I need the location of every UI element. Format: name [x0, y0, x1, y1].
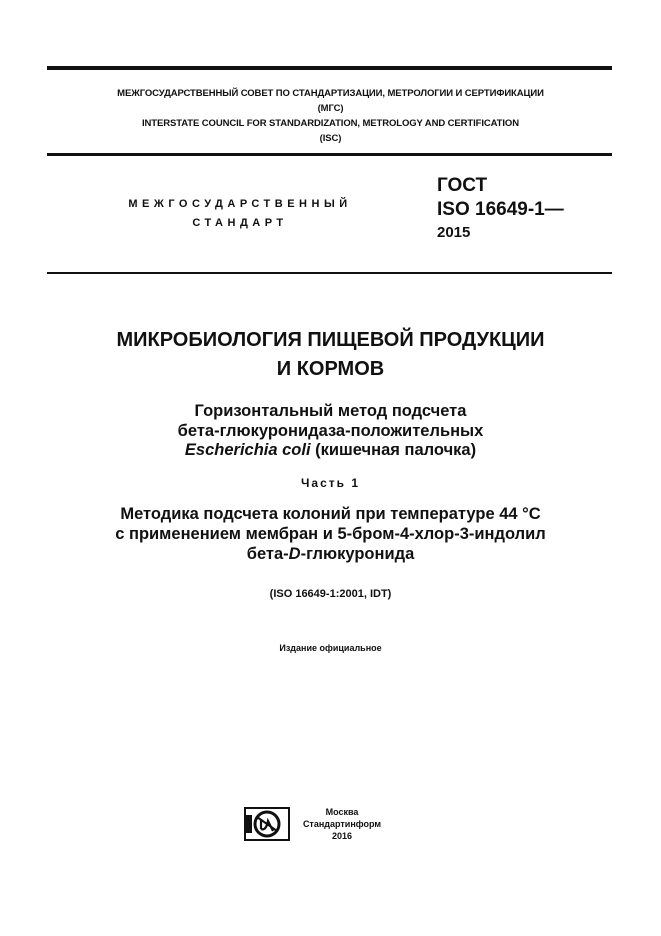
title-line1: МИКРОБИОЛОГИЯ ПИЩЕВОЙ ПРОДУКЦИИ: [116, 329, 545, 351]
method-title: [0, 504, 661, 564]
standard-label-line1: МЕЖГОСУДАРСТВЕННЫЙ: [128, 198, 352, 210]
header-rule: [47, 153, 612, 156]
method-line3-b: -глюкуронида: [300, 545, 415, 563]
gost-word: ГОСТ: [437, 175, 488, 196]
publisher-city: Москва: [325, 807, 359, 817]
council-ru: МЕЖГОСУДАРСТВЕННЫЙ СОВЕТ ПО СТАНДАРТИЗАЦИИ, МЕТРОЛОГИИ И СЕРТИФИКАЦИИ: [117, 88, 544, 99]
interstate-standard-label: [90, 195, 390, 233]
subtitle-line2: бета-глюкуронидаза-положительных: [177, 421, 484, 440]
council-en-abbr: (ISC): [319, 133, 342, 144]
method-line3-a: бета-: [246, 545, 289, 563]
edition-note: Издание официальное: [279, 643, 382, 653]
standartinform-logo-icon: [244, 807, 290, 841]
gost-designation: [437, 174, 564, 244]
method-line2: с применением мембран и 5-бром-4-хлор-3-индолил: [115, 525, 546, 543]
subtitle-line3: [0, 441, 661, 461]
top-rule-thick: [47, 66, 612, 70]
subtitle-line1: Горизонтальный метод подсчета: [194, 402, 467, 420]
title-line2: И КОРМОВ: [276, 358, 385, 380]
designation-rule: [47, 272, 612, 274]
subtitle-organism: Escherichia coli: [184, 441, 311, 459]
publisher-name: Стандартинформ: [302, 819, 382, 829]
document-title: [0, 326, 661, 384]
publisher-year: 2016: [331, 831, 353, 841]
method-line1: Методика подсчета колоний при температуре 44 °С: [120, 505, 541, 523]
gost-number: ISO 16649-1—: [437, 199, 564, 220]
council-header: [0, 86, 661, 146]
council-ru-abbr: (МГС): [317, 103, 344, 114]
method-line3: [0, 544, 661, 564]
iso-reference: (ISO 16649-1:2001, IDT): [269, 588, 392, 600]
document-subtitle: [0, 402, 661, 461]
publisher-block: [294, 806, 390, 842]
subtitle-organism-note: (кишечная палочка): [310, 441, 477, 459]
method-line3-italic: D: [288, 545, 301, 563]
council-en: INTERSTATE COUNCIL FOR STANDARDIZATION, METROLOGY AND CERTIFICATION: [142, 118, 519, 129]
part-number: Часть 1: [300, 476, 361, 490]
gost-year: 2015: [437, 224, 471, 241]
standard-label-line2: СТАНДАРТ: [192, 217, 288, 229]
